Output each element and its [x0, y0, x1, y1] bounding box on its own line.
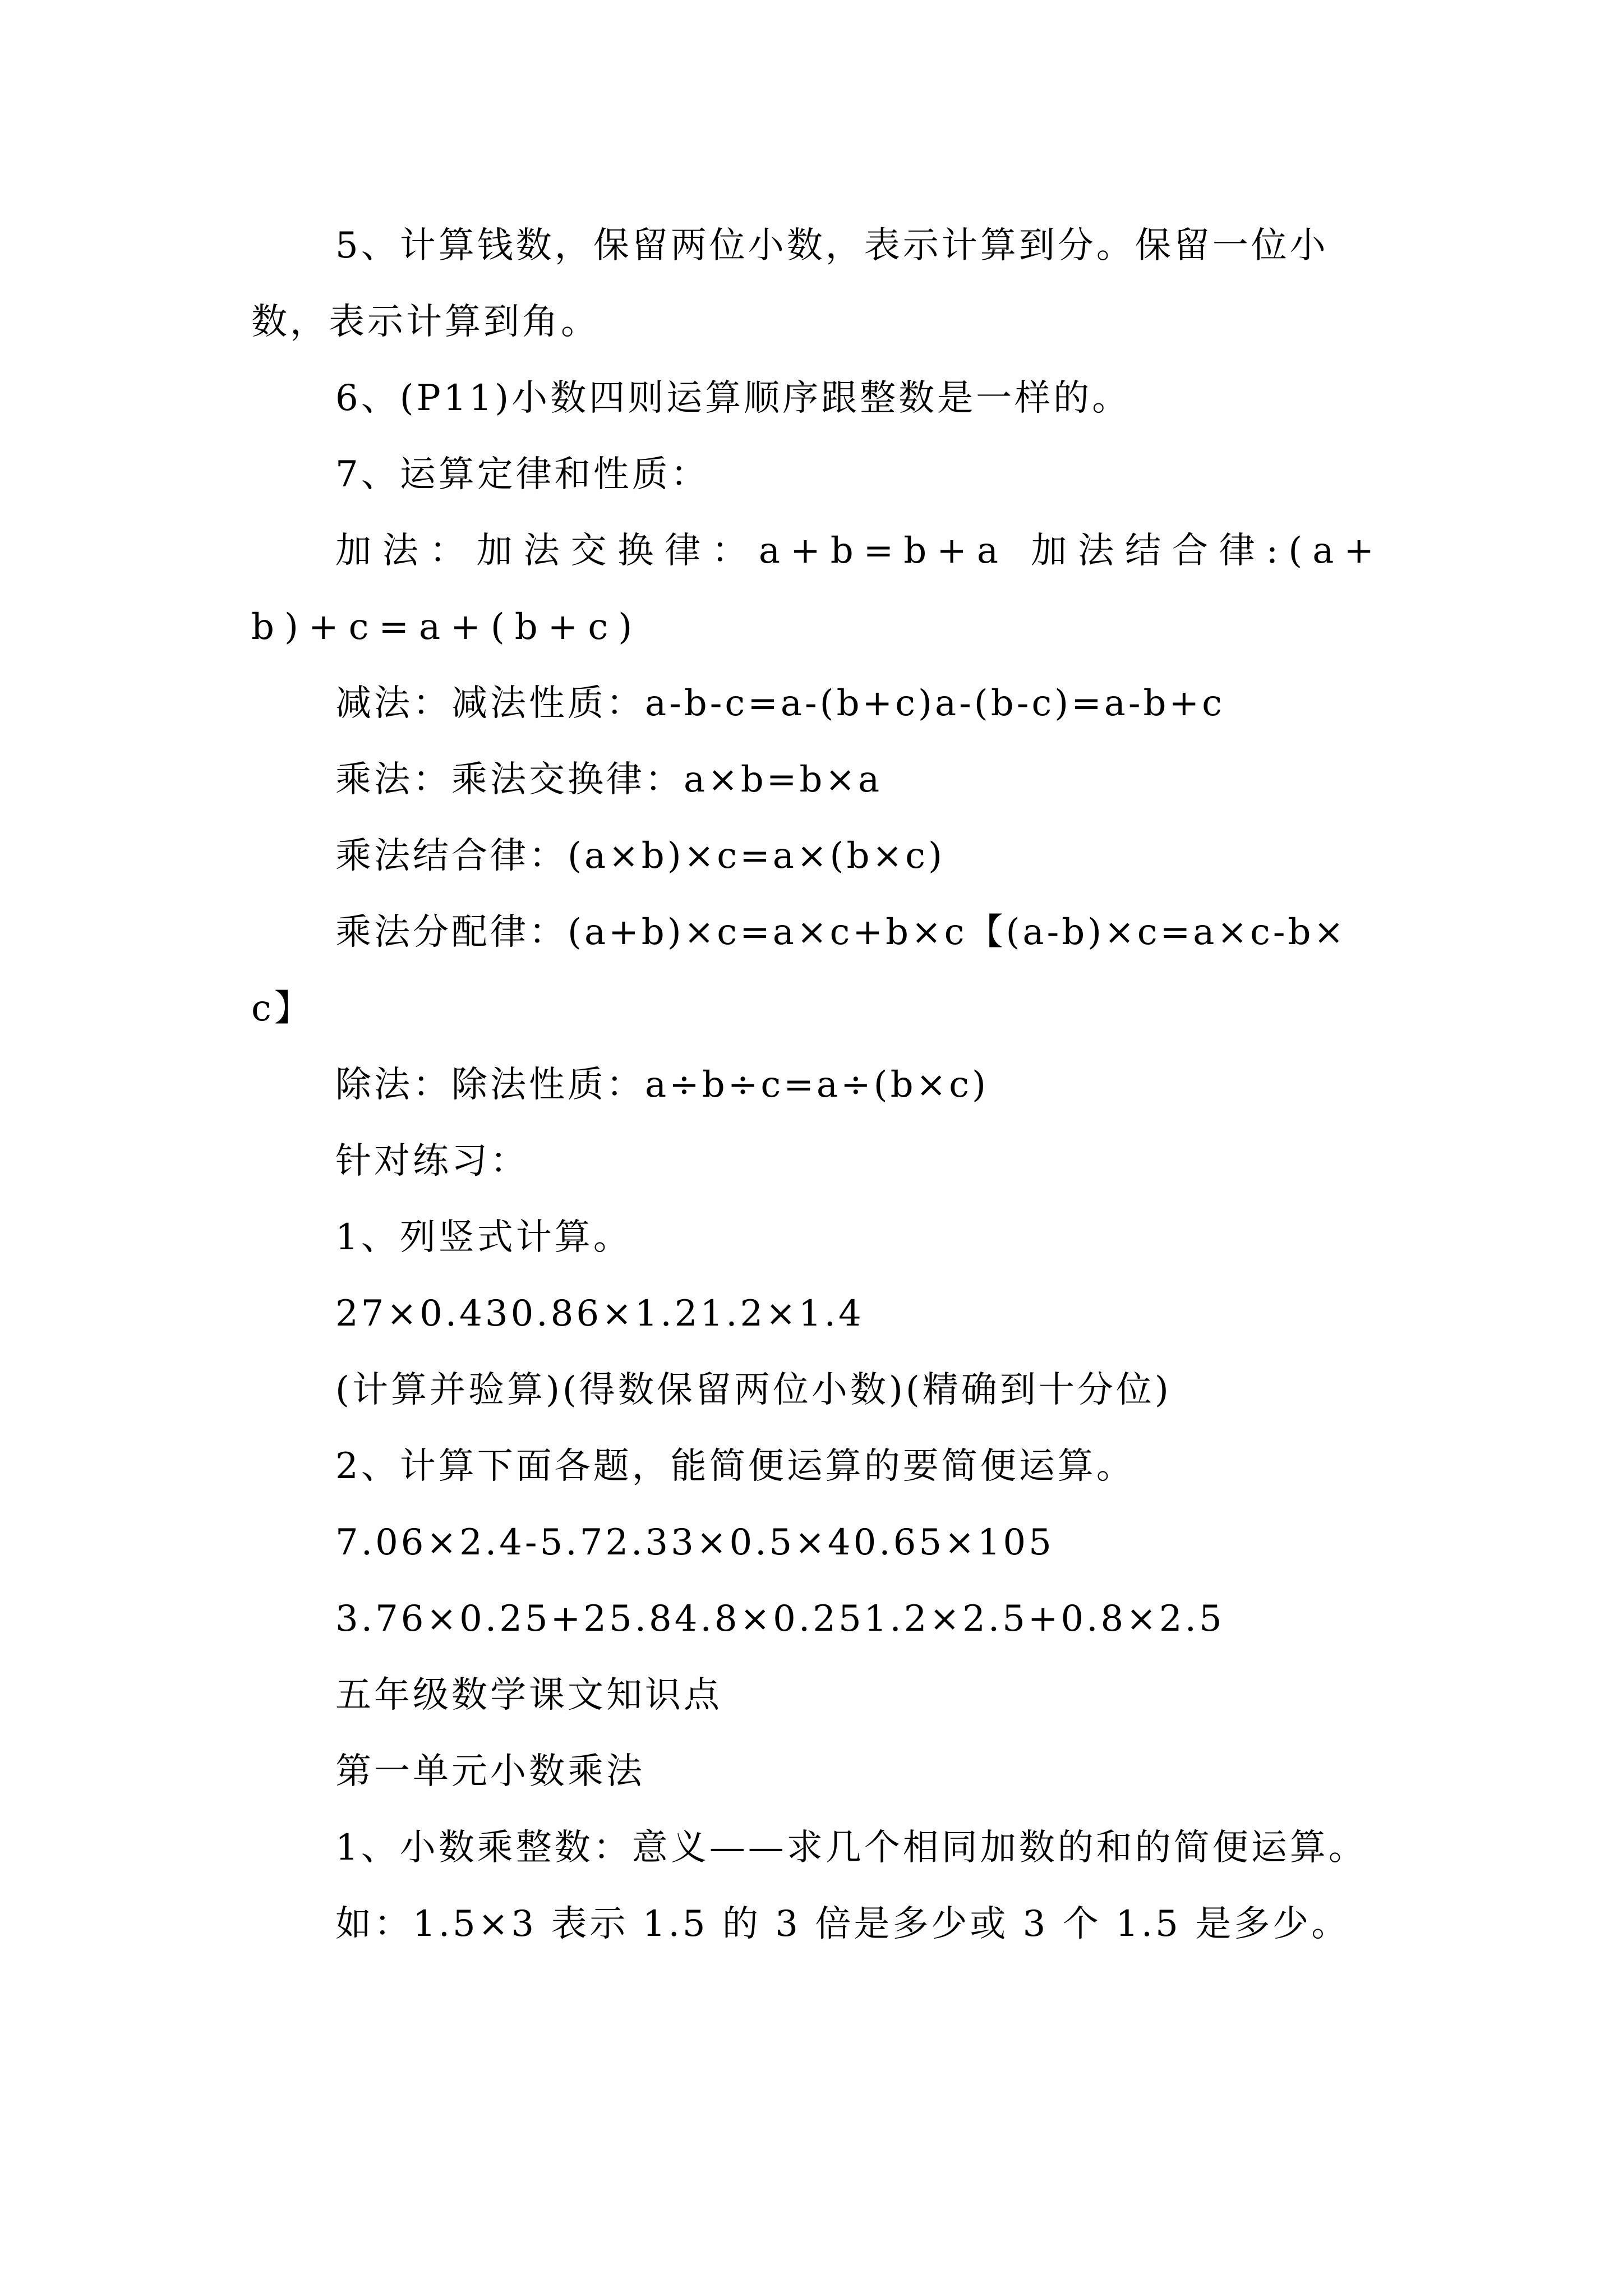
paragraph-exercise-1: 1、列竖式计算。 [335, 1217, 632, 1258]
paragraph-addition-laws: 加法：加法交换律：a+b=b+a 加法结合律:(a+b)+c=a+(b+c) [251, 530, 1384, 648]
paragraph-multiplication-distributive: 乘法分配律：(a+b)×c=a×c+b×c【(a-b)×c=a×c-b×c】 [251, 912, 1347, 1029]
paragraph-exercise-1-items: 27×0.430.86×1.21.2×1.4 [335, 1293, 864, 1335]
section-title: 五年级数学课文知识点 [335, 1674, 722, 1716]
unit-title: 第一单元小数乘法 [335, 1751, 645, 1792]
paragraph-practice-heading: 针对练习： [335, 1140, 529, 1182]
paragraph-operation-order: 6、(P11)小数四则运算顺序跟整数是一样的。 [335, 378, 1131, 419]
paragraph-decimal-times-integer: 1、小数乘整数：意义——求几个相同加数的和的简便运算。 [335, 1827, 1367, 1869]
paragraph-division-property: 除法：除法性质：a÷b÷c=a÷(b×c) [335, 1064, 989, 1106]
paragraph-example: 如：1.5×3 表示 1.5 的 3 倍是多少或 3 个 1.5 是多少。 [335, 1903, 1350, 1945]
paragraph-exercise-2: 2、计算下面各题，能简便运算的要简便运算。 [335, 1446, 1135, 1487]
paragraph-exercise-1-notes: (计算并验算)(得数保留两位小数)(精确到十分位) [335, 1369, 1172, 1411]
paragraph-multiplication-commutative: 乘法：乘法交换律：a×b=b×a [335, 759, 883, 800]
paragraph-exercise-2-items-a: 7.06×2.4-5.72.33×0.5×40.65×105 [335, 1522, 1054, 1563]
paragraph-multiplication-associative: 乘法结合律：(a×b)×c=a×(b×c) [335, 835, 945, 877]
document-body [251, 208, 1384, 1962]
paragraph-money-rounding: 5、计算钱数，保留两位小数，表示计算到分。保留一位小数，表示计算到角。 [251, 225, 1329, 343]
paragraph-laws-heading: 7、运算定律和性质： [335, 454, 709, 495]
paragraph-exercise-2-items-b: 3.76×0.25+25.84.8×0.251.2×2.5+0.8×2.5 [335, 1598, 1225, 1640]
paragraph-subtraction-property: 减法：减法性质：a-b-c=a-(b+c)a-(b-c)=a-b+c [335, 683, 1225, 724]
